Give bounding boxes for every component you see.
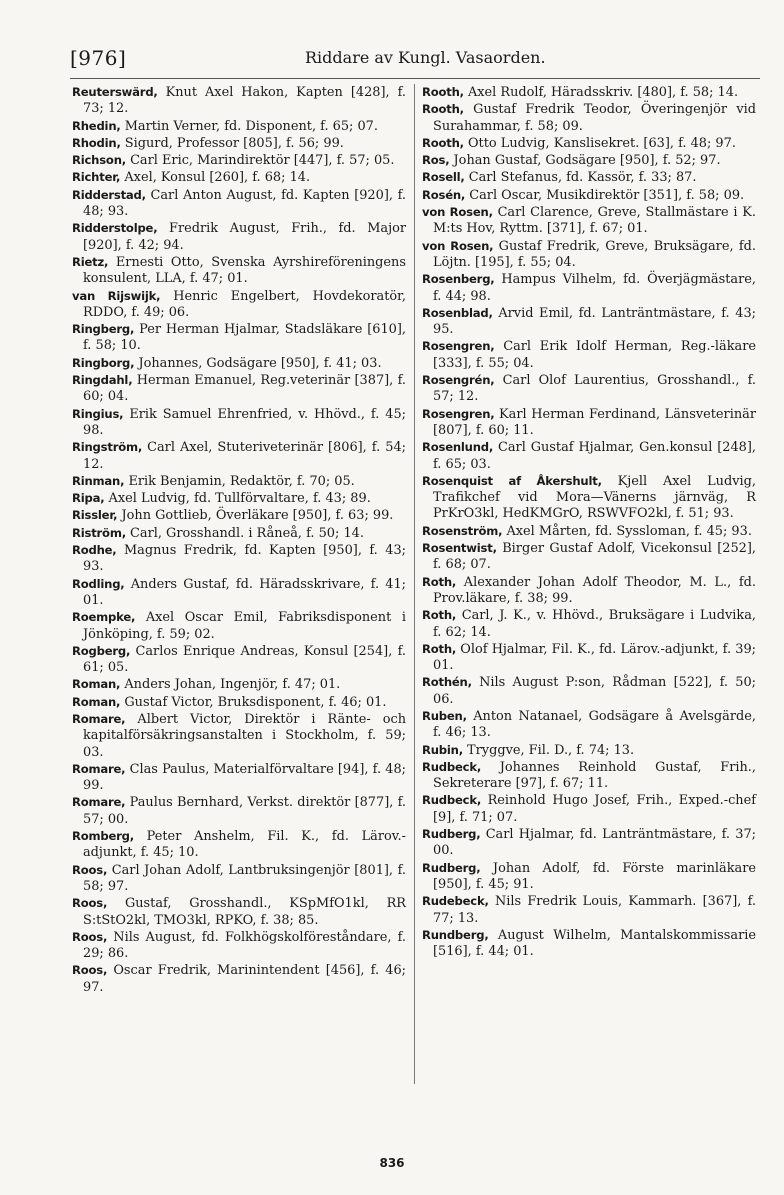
- entry-surname: Romare,: [72, 795, 126, 810]
- list-entry: [422, 372, 756, 406]
- page-header: [70, 46, 760, 76]
- entry-text: Paulus Bernhard, Verkst. direktör [877], f. 57; 00.: [83, 795, 406, 827]
- list-entry: [72, 828, 406, 862]
- entry-surname: Roth,: [422, 608, 457, 623]
- list-entry: [422, 101, 756, 135]
- entry-surname: Rundberg,: [422, 927, 489, 942]
- entry-surname: Rosenquist af Åkershult,: [422, 473, 602, 488]
- list-entry: [422, 473, 756, 523]
- list-entry: [422, 540, 756, 574]
- entry-text: Carl Eric, Marindirektör [447], f. 57; 05.: [130, 153, 395, 169]
- list-entry: [72, 135, 406, 152]
- entry-surname: Rooth,: [422, 102, 464, 117]
- list-entry: [72, 794, 406, 828]
- entry-text: Oscar Fredrik, Marinintendent [456], f. 46; 97.: [83, 963, 406, 995]
- entry-surname: Romare,: [72, 711, 126, 726]
- list-entry: [422, 674, 756, 708]
- entry-surname: Romberg,: [72, 829, 134, 844]
- list-entry: [72, 406, 406, 440]
- list-entry: [422, 152, 756, 169]
- list-entry: [422, 271, 756, 305]
- entry-surname: Rosenblad,: [422, 305, 493, 320]
- entry-text: Anders Johan, Ingenjör, f. 47; 01.: [124, 677, 341, 693]
- entry-text: Clas Paulus, Materialförvaltare [94], f. 48; 99.: [83, 761, 406, 794]
- list-entry: [422, 574, 756, 608]
- entry-text: Olof Hjalmar, Fil. K., fd. Lärov.-adjunkt, f. 39; 01.: [433, 641, 756, 674]
- entry-text: Kjell Axel Ludvig, Trafikchef vid Mora—Vänerns järnväg, R PrKrO3kl, HedKMGrO, RSWVFO2kl, f. 51; 93.: [433, 473, 756, 522]
- running-title: Riddare av Kungl. Vasaorden.: [305, 48, 546, 67]
- entry-text: Carl, J. K., v. Hhövd., Bruksägare i Ludvika, f. 62; 14.: [433, 608, 756, 640]
- entry-surname: Roth,: [422, 574, 457, 589]
- list-entry: [72, 473, 406, 490]
- list-entry: [72, 862, 406, 896]
- entry-text: August Wilhelm, Mantalskommissarie [516], f. 44; 01.: [433, 927, 756, 960]
- entry-surname: Rosengren,: [422, 406, 495, 421]
- list-entry: [422, 607, 756, 641]
- entry-surname: Rothén,: [422, 675, 472, 690]
- list-entry: [422, 439, 756, 473]
- list-entry: [72, 169, 406, 186]
- entry-text: Carl Erik Idolf Herman, Reg.-läkare [333], f. 55; 04.: [433, 339, 756, 371]
- entry-surname: Rissler,: [72, 508, 118, 523]
- entry-text: Axel, Konsul [260], f. 68; 14.: [124, 170, 311, 186]
- list-entry: [72, 643, 406, 677]
- list-entry: [72, 676, 406, 693]
- entry-text: Nils August P:son, Rådman [522], f. 50; 06.: [433, 675, 756, 707]
- entry-surname: Ringström,: [72, 440, 143, 455]
- list-entry: [72, 254, 406, 288]
- entry-surname: Roos,: [72, 896, 108, 911]
- entry-text: Carl Axel, Stuteriveterinär [806], f. 54; 12.: [83, 440, 406, 472]
- entry-surname: Rudberg,: [422, 860, 481, 875]
- list-entry: [422, 204, 756, 238]
- entry-text: Martin Verner, fd. Disponent, f. 65; 07.: [124, 118, 378, 134]
- entry-surname: Ridderstad,: [72, 187, 146, 202]
- page-folio: 836: [379, 1156, 405, 1170]
- entry-surname: Rudbeck,: [422, 759, 482, 774]
- entry-text: Tryggve, Fil. D., f. 74; 13.: [467, 742, 635, 758]
- entry-text: Magnus Fredrik, fd. Kapten [950], f. 43; 93.: [83, 543, 406, 575]
- list-entry: [422, 826, 756, 860]
- right-column: [422, 84, 756, 960]
- entry-surname: Rosengrén,: [422, 373, 495, 388]
- entry-surname: van Rijswijk,: [72, 288, 161, 303]
- list-entry: [422, 860, 756, 894]
- list-entry: [422, 84, 756, 101]
- entry-surname: Roos,: [72, 862, 108, 877]
- entry-surname: Rhodin,: [72, 135, 121, 150]
- entry-surname: Roos,: [72, 929, 108, 944]
- list-entry: [72, 929, 406, 963]
- entry-surname: Rudbeck,: [422, 793, 482, 808]
- entry-text: Arvid Emil, fd. Lanträntmästare, f. 43; 95.: [433, 305, 756, 338]
- entry-surname: Richter,: [72, 170, 121, 185]
- list-entry: [72, 439, 406, 473]
- list-entry: [72, 372, 406, 406]
- entry-text: Albert Victor, Direktör i Ränte- och kapitalförsäkringsanstalten i Stockholm, f. 59; 03.: [83, 711, 406, 760]
- entry-surname: Rosengren,: [422, 339, 495, 354]
- list-entry: [72, 895, 406, 929]
- entry-surname: Ripa,: [72, 491, 105, 506]
- entry-surname: Rubin,: [422, 742, 463, 757]
- entry-text: Gustaf Fredrik Teodor, Överingenjör vid Surahammar, f. 58; 09.: [433, 102, 756, 134]
- entry-surname: Rogberg,: [72, 643, 131, 658]
- entry-text: Nils Fredrik Louis, Kammarh. [367], f. 77; 13.: [433, 894, 756, 926]
- list-entry: [72, 321, 406, 355]
- entry-surname: Rosenström,: [422, 523, 503, 538]
- list-entry: [72, 220, 406, 254]
- entry-text: Anders Gustaf, fd. Häradsskrivare, f. 41; 01.: [83, 576, 406, 608]
- entry-text: Carl Olof Laurentius, Grosshandl., f. 57; 12.: [433, 373, 756, 405]
- entry-surname: Rodling,: [72, 576, 125, 591]
- entry-text: Carl Stefanus, fd. Kassör, f. 33; 87.: [468, 170, 697, 186]
- entry-text: Axel Rudolf, Häradsskriv. [480], f. 58; 14.: [467, 85, 739, 100]
- entry-surname: Rhedin,: [72, 118, 121, 133]
- entry-text: Carl Oscar, Musikdirektör [351], f. 58; 09.: [469, 187, 745, 203]
- entry-text: Birger Gustaf Adolf, Vicekonsul [252], f. 68; 07.: [433, 541, 757, 573]
- entry-text: Carl Johan Adolf, Lantbruksingenjör [801], f. 58; 97.: [83, 862, 406, 894]
- entry-surname: Richson,: [72, 153, 126, 168]
- entry-surname: Rodhe,: [72, 543, 117, 558]
- entry-text: Carl, Grosshandl. i Råneå, f. 50; 14.: [130, 525, 364, 541]
- list-entry: [422, 708, 756, 742]
- list-entry: [422, 759, 756, 793]
- entry-text: Anton Natanael, Godsägare å Avelsgärde, f. 46; 13.: [433, 708, 756, 741]
- page-number: [976]: [70, 46, 127, 70]
- entry-surname: Roman,: [72, 694, 121, 709]
- entry-surname: Ruben,: [422, 708, 467, 723]
- left-column: [72, 84, 406, 996]
- entry-surname: Rosenberg,: [422, 272, 495, 287]
- list-entry: [422, 927, 756, 961]
- entry-text: Axel Ludvig, fd. Tullförvaltare, f. 43; 89.: [108, 491, 371, 507]
- entry-text: Carl Clarence, Greve, Stallmästare i K. M:ts Hov, Ryttm. [371], f. 67; 01.: [433, 205, 756, 237]
- list-entry: [422, 641, 756, 675]
- list-entry: [422, 893, 756, 927]
- entry-text: Erik Samuel Ehrenfried, v. Hhövd., f. 45; 98.: [83, 406, 406, 438]
- entry-surname: Ringdahl,: [72, 373, 133, 388]
- entry-surname: Roempke,: [72, 610, 136, 625]
- column-divider: [414, 84, 415, 1084]
- entry-surname: Rinman,: [72, 473, 125, 488]
- list-entry: [422, 338, 756, 372]
- list-entry: [72, 542, 406, 576]
- entry-text: Nils August, fd. Folkhögskolföreståndare, f. 29; 86.: [83, 929, 406, 962]
- list-entry: [72, 761, 406, 795]
- entry-surname: von Rosen,: [422, 238, 494, 253]
- list-entry: [422, 135, 756, 152]
- entry-surname: von Rosen,: [422, 205, 493, 220]
- entry-surname: Romare,: [72, 761, 126, 776]
- list-entry: [422, 187, 756, 204]
- entry-text: Peter Anshelm, Fil. K., fd. Lärov.-adjunkt, f. 45; 10.: [83, 829, 406, 861]
- entry-text: Ernesti Otto, Svenska Ayrshireföreningens konsulent, LLA, f. 47; 01.: [83, 254, 406, 287]
- entry-text: Gustaf Victor, Bruksdisponent, f. 46; 01.: [124, 694, 387, 710]
- entry-text: Carl Anton August, fd. Kapten [920], f. 48; 93.: [83, 187, 406, 220]
- list-entry: [72, 118, 406, 135]
- entry-text: Karl Herman Ferdinand, Länsveterinär [807], f. 60; 11.: [433, 406, 756, 438]
- entry-text: Gustaf, Grosshandl., KSpMfO1kl, RR S:tStO2kl, TMO3kl, RPKO, f. 38; 85.: [83, 896, 406, 928]
- list-entry: [72, 84, 406, 118]
- entry-text: Alexander Johan Adolf Theodor, M. L., fd. Prov.läkare, f. 38; 99.: [433, 574, 756, 606]
- entry-text: Johannes, Godsägare [950], f. 41; 03.: [138, 355, 382, 371]
- entry-surname: Riström,: [72, 525, 126, 540]
- entry-surname: Rosentwist,: [422, 541, 497, 556]
- entry-surname: Roth,: [422, 641, 457, 656]
- list-entry: [422, 406, 756, 440]
- list-entry: [72, 152, 406, 169]
- entry-surname: Rudberg,: [422, 827, 481, 842]
- list-entry: [422, 742, 756, 759]
- entry-text: Hampus Vilhelm, fd. Överjägmästare, f. 44; 98.: [433, 272, 756, 304]
- entry-surname: Rooth,: [422, 135, 464, 150]
- entry-text: Johannes Reinhold Gustaf, Frih., Sekreterare [97], f. 67; 11.: [433, 759, 756, 792]
- list-entry: [72, 490, 406, 507]
- entry-text: Fredrik August, Frih., fd. Major [920], f. 42; 94.: [83, 221, 406, 253]
- entry-text: Per Herman Hjalmar, Stadsläkare [610], f. 58; 10.: [83, 322, 406, 354]
- entry-text: Johan Gustaf, Godsägare [950], f. 52; 97.: [453, 153, 721, 169]
- entry-text: Erik Benjamin, Redaktör, f. 70; 05.: [128, 473, 355, 489]
- entry-surname: Rosenlund,: [422, 440, 494, 455]
- header-rule: [70, 78, 760, 79]
- entry-text: Knut Axel Hakon, Kapten [428], f. 73; 12.: [83, 85, 406, 117]
- entry-surname: Ros,: [422, 153, 450, 168]
- entry-text: Sigurd, Professor [805], f. 56; 99.: [124, 135, 344, 151]
- list-entry: [422, 238, 756, 272]
- entry-text: Otto Ludvig, Kanslisekret. [63], f. 48; 97.: [467, 135, 736, 151]
- entry-surname: Roman,: [72, 677, 121, 692]
- list-entry: [72, 187, 406, 221]
- entry-text: Carlos Enrique Andreas, Konsul [254], f. 61; 05.: [83, 643, 406, 676]
- list-entry: [72, 694, 406, 711]
- list-entry: [72, 507, 406, 524]
- list-entry: [422, 305, 756, 339]
- list-entry: [72, 962, 406, 996]
- entry-surname: Ringborg,: [72, 355, 135, 370]
- entry-surname: Rosén,: [422, 187, 466, 202]
- list-entry: [72, 576, 406, 610]
- entry-text: Carl Gustaf Hjalmar, Gen.konsul [248], f. 65; 03.: [433, 440, 756, 472]
- list-entry: [72, 609, 406, 643]
- entry-text: Reinhold Hugo Josef, Frih., Exped.-chef [9], f. 71; 07.: [433, 793, 756, 825]
- entry-text: Axel Mårten, fd. Syssloman, f. 45; 93.: [506, 523, 752, 539]
- list-entry: [72, 711, 406, 761]
- entry-text: John Gottlieb, Överläkare [950], f. 63; 99.: [121, 508, 394, 524]
- list-entry: [72, 525, 406, 542]
- entry-text: Henric Engelbert, Hovdekoratör, RDDO, f. 49; 06.: [83, 288, 406, 320]
- entry-surname: Rosell,: [422, 170, 465, 185]
- entry-surname: Rudebeck,: [422, 894, 489, 909]
- entry-surname: Ringberg,: [72, 322, 135, 337]
- entry-text: Carl Hjalmar, fd. Lanträntmästare, f. 37; 00.: [433, 827, 756, 859]
- list-entry: [422, 523, 756, 540]
- entry-surname: Ringius,: [72, 406, 124, 421]
- entry-surname: Ridderstolpe,: [72, 221, 158, 236]
- list-entry: [422, 792, 756, 826]
- entry-text: Herman Emanuel, Reg.veterinär [387], f. 60; 04.: [83, 373, 406, 405]
- list-entry: [422, 169, 756, 186]
- list-entry: [72, 288, 406, 322]
- entry-text: Axel Oscar Emil, Fabriksdisponent i Jönköping, f. 59; 02.: [83, 610, 407, 642]
- entry-surname: Reuterswärd,: [72, 85, 158, 99]
- entry-surname: Rietz,: [72, 254, 109, 269]
- entry-text: Johan Adolf, fd. Förste marinläkare [950], f. 45; 91.: [433, 860, 756, 892]
- entry-surname: Rooth,: [422, 85, 464, 99]
- entry-surname: Roos,: [72, 963, 108, 978]
- entry-text: Gustaf Fredrik, Greve, Bruksägare, fd. Löjtn. [195], f. 55; 04.: [433, 238, 756, 270]
- list-entry: [72, 355, 406, 372]
